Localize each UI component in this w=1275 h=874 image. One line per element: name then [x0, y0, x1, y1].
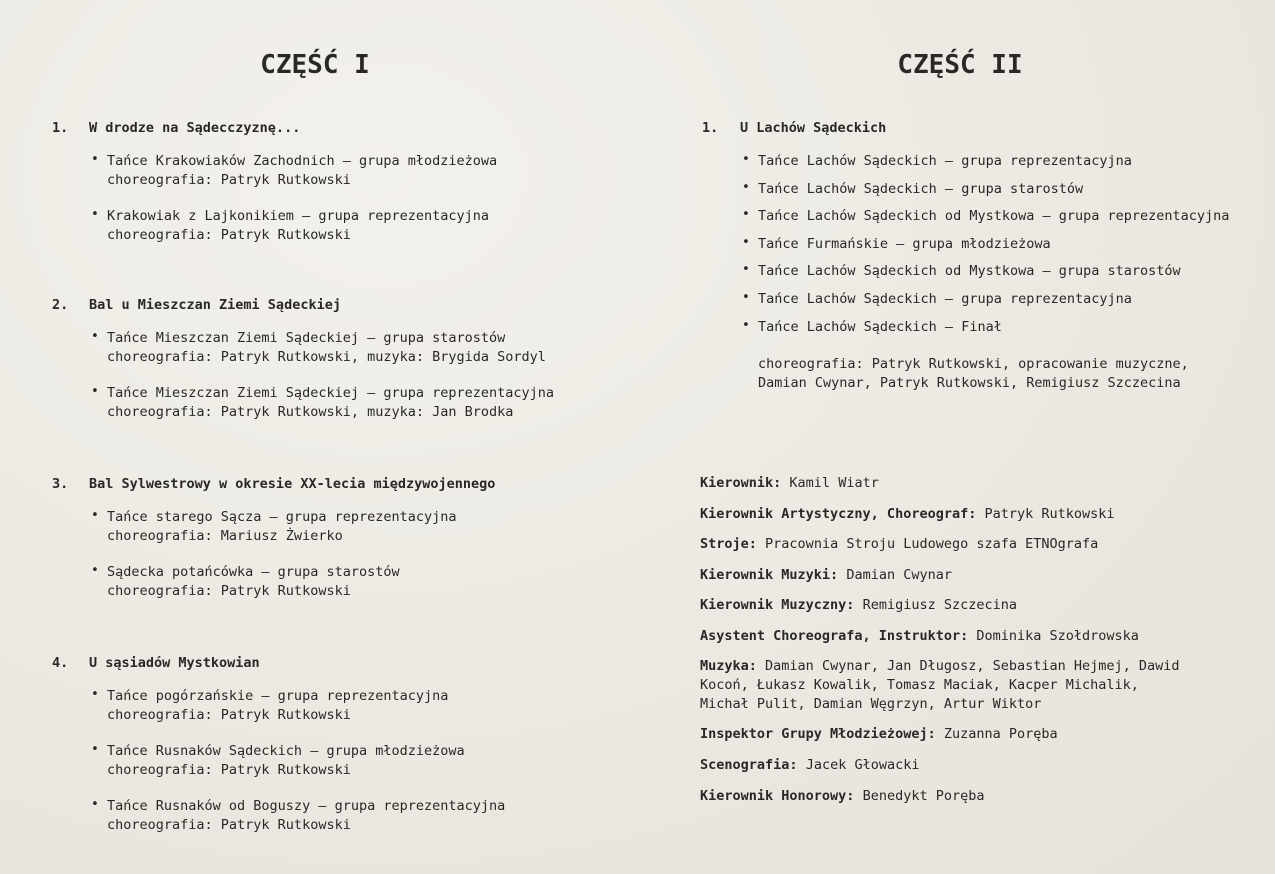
- credit-row: [700, 787, 985, 806]
- list-item: [740, 290, 1229, 318]
- section-title: W drodze na Sądecczyznę...: [89, 120, 301, 136]
- list-item: [740, 180, 1229, 208]
- bullet-icon: •: [742, 179, 750, 195]
- bullet-icon: •: [91, 207, 99, 222]
- bullet-icon: •: [742, 152, 750, 167]
- item-title: Sądecka potańcówka – grupa starostów: [107, 564, 400, 580]
- item-title: Tańce Rusnaków od Boguszy – grupa reprezentacyjna: [107, 798, 506, 814]
- credit-label: Kierownik Honorowy:: [700, 788, 855, 804]
- list-item: [89, 742, 505, 780]
- credit-value: Pracownia Stroju Ludowego szafa ETNOgrafa: [765, 536, 1099, 552]
- item-title: Tańce Lachów Sądeckich – grupa starostów: [758, 180, 1084, 197]
- credit-value: Patryk Rutkowski: [984, 506, 1115, 522]
- credit-row: [700, 627, 1139, 646]
- section-title: U Lachów Sądeckich: [740, 120, 887, 136]
- credit-row: [700, 756, 919, 775]
- credit-label: Asystent Choreografa, Instruktor:: [700, 628, 969, 644]
- item-title: Tańce Rusnaków Sądeckich – grupa młodzieżowa: [107, 743, 465, 759]
- credit-label: Kierownik Muzyki:: [700, 567, 839, 583]
- list-item: [740, 262, 1229, 290]
- list-item: [89, 563, 457, 601]
- credit-line: Damian Cwynar, Patryk Rutkowski, Remigiusz Szczecina: [758, 375, 1181, 392]
- credit-label: Inspektor Grupy Młodzieżowej:: [700, 726, 936, 742]
- credit-row: [700, 657, 1180, 714]
- bullet-icon: •: [91, 152, 99, 167]
- item-credit: choreografia: Patryk Rutkowski: [107, 762, 351, 778]
- list-item: [89, 687, 505, 725]
- item-title: Tańce Lachów Sądeckich od Mystkowa – grupa starostów: [758, 263, 1181, 280]
- item-title: Tańce Mieszczan Ziemi Sądeckiej – grupa reprezentacyjna: [107, 385, 555, 401]
- item-credit: choreografia: Mariusz Żwierko: [107, 528, 343, 544]
- credit-row: [700, 725, 1058, 744]
- bullet-icon: •: [91, 742, 99, 757]
- item-title: Tańce Furmańskie – grupa młodzieżowa: [758, 235, 1051, 252]
- section-number: 1.: [52, 120, 69, 136]
- bullet-icon: •: [91, 384, 99, 399]
- credit-value-line: Michał Pulit, Damian Węgrzyn, Artur Wiktor: [700, 696, 1042, 712]
- part-two-heading: CZĘŚĆ II: [897, 50, 1023, 80]
- credit-row: [700, 566, 952, 585]
- credit-value: Zuzanna Poręba: [943, 726, 1058, 742]
- section-title: Bal u Mieszczan Ziemi Sądeckiej: [89, 297, 341, 313]
- credit-row: [700, 535, 1098, 554]
- list-item: [89, 207, 497, 245]
- section-number: 3.: [52, 476, 69, 492]
- credit-value: Jacek Głowacki: [805, 757, 920, 773]
- item-title: Tańce Mieszczan Ziemi Sądeckiej – grupa starostów: [107, 330, 506, 346]
- item-credit: choreografia: Patryk Rutkowski: [107, 583, 351, 599]
- credit-label: Kierownik:: [700, 475, 782, 491]
- list-item: [740, 207, 1229, 235]
- item-title: Tańce starego Sącza – grupa reprezentacyjna: [107, 509, 457, 525]
- item-credit: choreografia: Patryk Rutkowski: [107, 707, 351, 723]
- credit-value: Damian Cwynar: [846, 567, 952, 583]
- credit-value: Benedykt Poręba: [862, 788, 985, 804]
- section-number: 1.: [702, 120, 719, 136]
- bullet-icon: •: [91, 329, 99, 344]
- part-one-heading: CZĘŚĆ I: [260, 50, 370, 80]
- list-item: [89, 384, 554, 422]
- credit-label: Stroje:: [700, 536, 757, 552]
- credit-row: [700, 505, 1115, 524]
- list-item: [89, 152, 497, 190]
- section-number: 4.: [52, 655, 69, 671]
- item-credit: choreografia: Patryk Rutkowski: [107, 172, 351, 188]
- list-item: [740, 318, 1229, 346]
- bullet-icon: •: [91, 563, 99, 578]
- credit-label: Muzyka:: [700, 658, 757, 674]
- list-item: [740, 152, 1229, 180]
- credit-label: Kierownik Artystyczny, Choreograf:: [700, 506, 977, 522]
- credit-row: [700, 474, 879, 493]
- section-number: 2.: [52, 297, 69, 313]
- list-item: [89, 797, 505, 835]
- section-title: Bal Sylwestrowy w okresie XX-lecia międzywojennego: [89, 476, 496, 492]
- item-title: Tańce Lachów Sądeckich – grupa reprezentacyjna: [758, 290, 1132, 307]
- list-item: [740, 235, 1229, 263]
- credit-label: Kierownik Muzyczny:: [700, 597, 855, 613]
- credit-value: Damian Cwynar, Jan Długosz, Sebastian Hejmej, Dawid: [765, 658, 1180, 674]
- section-title: U sąsiadów Mystkowian: [89, 655, 260, 671]
- list-item: [89, 508, 457, 546]
- item-credit: choreografia: Patryk Rutkowski: [107, 227, 351, 243]
- item-title: Tańce Lachów Sądeckich od Mystkowa – grupa reprezentacyjna: [758, 208, 1230, 225]
- bullet-icon: •: [91, 797, 99, 812]
- bullet-icon: •: [742, 317, 750, 333]
- credit-value: Dominika Szołdrowska: [976, 628, 1139, 644]
- item-title: Tańce Krakowiaków Zachodnich – grupa młodzieżowa: [107, 153, 498, 169]
- item-credit: choreografia: Patryk Rutkowski: [107, 817, 351, 833]
- item-title: Krakowiak z Lajkonikiem – grupa reprezentacyjna: [107, 208, 490, 224]
- item-title: Tańce Lachów Sądeckich – Finał: [758, 318, 1002, 335]
- bullet-icon: •: [91, 687, 99, 702]
- item-credit: choreografia: Patryk Rutkowski, muzyka: Brygida Sordyl: [107, 349, 546, 365]
- credit-value: Kamil Wiatr: [789, 475, 879, 491]
- credit-value-line: Kocoń, Łukasz Kowalik, Tomasz Maciak, Kacper Michalik,: [700, 677, 1139, 693]
- item-title: Tańce pogórzańskie – grupa reprezentacyjna: [107, 688, 449, 704]
- item-title: Tańce Lachów Sądeckich – grupa reprezentacyjna: [758, 153, 1132, 169]
- credit-row: [700, 596, 1017, 615]
- bullet-icon: •: [91, 508, 99, 523]
- bullet-icon: •: [742, 234, 750, 250]
- credit-value: Remigiusz Szczecina: [862, 597, 1018, 613]
- section-credit: [740, 355, 1229, 393]
- item-credit: choreografia: Patryk Rutkowski, muzyka: Jan Brodka: [107, 404, 514, 420]
- credit-line: choreografia: Patryk Rutkowski, opracowanie muzyczne,: [758, 356, 1189, 373]
- bullet-icon: •: [742, 289, 750, 305]
- bullet-icon: •: [742, 207, 750, 223]
- list-item: [89, 329, 554, 367]
- credit-label: Scenografia:: [700, 757, 798, 773]
- bullet-icon: •: [742, 262, 750, 278]
